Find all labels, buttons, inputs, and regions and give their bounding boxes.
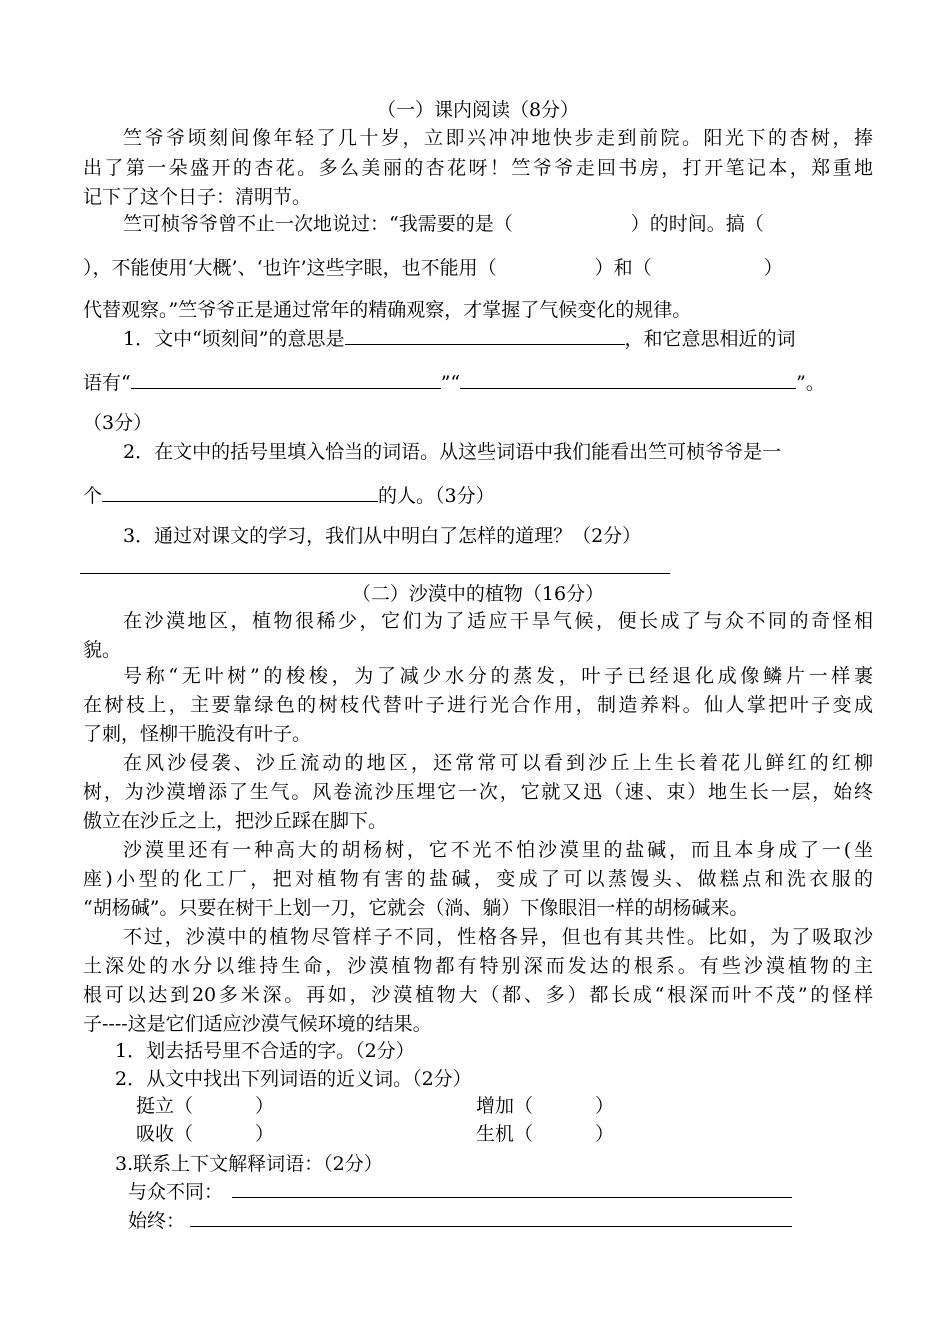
q1-answer-line-synonym2[interactable] (460, 368, 796, 389)
section2-p3-line2: 树，为沙漠增添了生气。风卷流沙压埋它一次，它就又迅（速、束）地生长一层，始终 (83, 781, 873, 803)
synonym-word: 增加（ (476, 1095, 534, 1117)
synonym-close-paren: ） (255, 1095, 275, 1117)
q1-text-d: ”“ (440, 372, 461, 394)
q1-answer-line-synonym1[interactable] (131, 368, 441, 389)
section1-title: （一）课内阅读（8分） (376, 99, 580, 121)
p2-text-b: ）的时间。搞（ (630, 213, 764, 235)
q1-text-c: 语有“ (83, 372, 131, 394)
synonym-item-xishou (136, 1120, 336, 1148)
q1-text-e: ”。 (796, 372, 825, 394)
synonym-word: 吸收（ (136, 1123, 194, 1145)
q1-answer-line-meaning[interactable] (345, 324, 625, 345)
section2-p4-line2: 座)小型的化工厂，把对植物有害的盐碱，变成了可以蒸馒头、做糕点和洗衣服的 (83, 868, 873, 890)
synonym-item-zengjia (476, 1092, 676, 1120)
synonym-item-tingli (136, 1092, 336, 1120)
explain-answer-line-2[interactable] (190, 1226, 792, 1227)
p2-text-a: 竺可桢爷爷曾不止一次地说过：“我需要的是（ (123, 213, 513, 235)
section2-p5-line2: 土深处的水分以维持生命，沙漠植物都有特别深而发达的根系。有些沙漠植物的主 (83, 955, 873, 977)
question2-line2 (83, 481, 873, 510)
section2-p2-line3: 了刺，怪柳干脆没有叶子。 (83, 723, 312, 745)
section2-p1-line2: 貌。 (83, 639, 122, 661)
section2-p2-line1: 号称“无叶树”的梭梭，为了减少水分的蒸发，叶子已经退化成像鳞片一样裹 (123, 665, 873, 687)
synonym-word: 挺立（ (136, 1095, 194, 1117)
section1-p1-line1: 竺爷爷顷刻间像年轻了几十岁，立即兴冲冲地快步走到前院。阳光下的杏树，捧 (123, 127, 873, 149)
section2-p2-line2: 在树枝上，主要靠绿色的树枝代替叶子进行光合作用，制造养料。仙人掌把叶子变成 (83, 694, 873, 716)
section2-p5-line1: 不过，沙漠中的植物尽管样子不同，性格各异，但也有其共性。比如，为了吸取沙 (123, 926, 873, 948)
section2-p5-line3: 根可以达到20多米深。再如，沙漠植物大（都、多）都长成“根深而叶不茂”的怪样 (83, 984, 873, 1006)
question3: 3．通过对课文的学习，我们从中明白了怎样的道理？（2分） (123, 525, 642, 547)
section1-p2-line2 (83, 254, 873, 282)
q2-text-b: 个 (83, 485, 103, 507)
p2-text-e: ） (763, 257, 783, 279)
section1-p2-line3: 代替观察。”竺爷爷正是通过常年的精确观察，才掌握了气候变化的规律。 (83, 299, 692, 321)
q2-answer-line[interactable] (102, 481, 378, 502)
synonym-close-paren: ） (595, 1095, 615, 1117)
synonym-item-shengji (476, 1120, 676, 1148)
section2-p5-line4: 子----这是它们适应沙漠气候环境的结果。 (83, 1013, 432, 1035)
section2-question2: 2．从文中找出下列词语的近义词。（2分） (115, 1068, 472, 1090)
p2-text-d: ）和（ (594, 257, 652, 279)
synonym-word: 生机（ (476, 1123, 534, 1145)
section2-question1: 1．划去括号里不合适的字。（2分） (115, 1040, 415, 1062)
question1-line1 (83, 324, 873, 353)
synonym-close-paren: ） (255, 1123, 275, 1145)
section2-p3-line3: 傲立在沙丘之上，把沙丘踩在脚下。 (83, 810, 388, 832)
section2-p4-line1: 沙漠里还有一种高大的胡杨树，它不光不怕沙漠里的盐碱，而且本身成了一(坐 (123, 839, 873, 861)
section2-p1-line1: 在沙漠地区，植物很稀少，它们为了适应干旱气候，便长成了与众不同的奇怪相 (123, 610, 873, 632)
section2-p3-line1: 在风沙侵袭、沙丘流动的地区，还常常可以看到沙丘上生长着花儿鲜红的红柳 (123, 752, 873, 774)
explain-label-shizhong: 始终： (128, 1210, 186, 1232)
explain-label-yuzhongbutong: 与众不同： (128, 1181, 224, 1203)
question1-score: （3分） (83, 412, 153, 434)
section1-p1-line2: 出了第一朵盛开的杏花。多么美丽的杏花呀！竺爷爷走回书房，打开笔记本，郑重地 (83, 157, 873, 179)
synonym-close-paren: ） (595, 1123, 615, 1145)
explain-answer-line-1[interactable] (232, 1197, 792, 1198)
section2-question3: 3.联系上下文解释词语：（2分） (115, 1153, 383, 1175)
section1-p1-line3: 记下了这个日子：清明节。 (83, 186, 312, 208)
q1-text-b: ，和它意思相近的词 (624, 328, 796, 350)
q1-text-a: 1．文中“顷刻间”的意思是 (123, 328, 345, 350)
question1-line2 (83, 368, 873, 397)
section2-p4-line3: “胡杨碱”。只要在树干上划一刀，它就会（淌、躺）下像眼泪一样的胡杨碱来。 (83, 897, 749, 919)
p2-text-c: ），不能使用‘大概’、‘也许’这些字眼，也不能用（ (83, 257, 497, 279)
question2-line1: 2．在文中的括号里填入恰当的词语。从这些词语中我们能看出竺可桢爷爷是一 (123, 441, 782, 463)
q3-answer-line[interactable] (80, 573, 670, 574)
q2-text-c: 的人。（3分） (378, 485, 495, 507)
section2-title: （二）沙漠中的植物（16分） (351, 583, 605, 605)
section1-p2-line1 (83, 210, 873, 238)
